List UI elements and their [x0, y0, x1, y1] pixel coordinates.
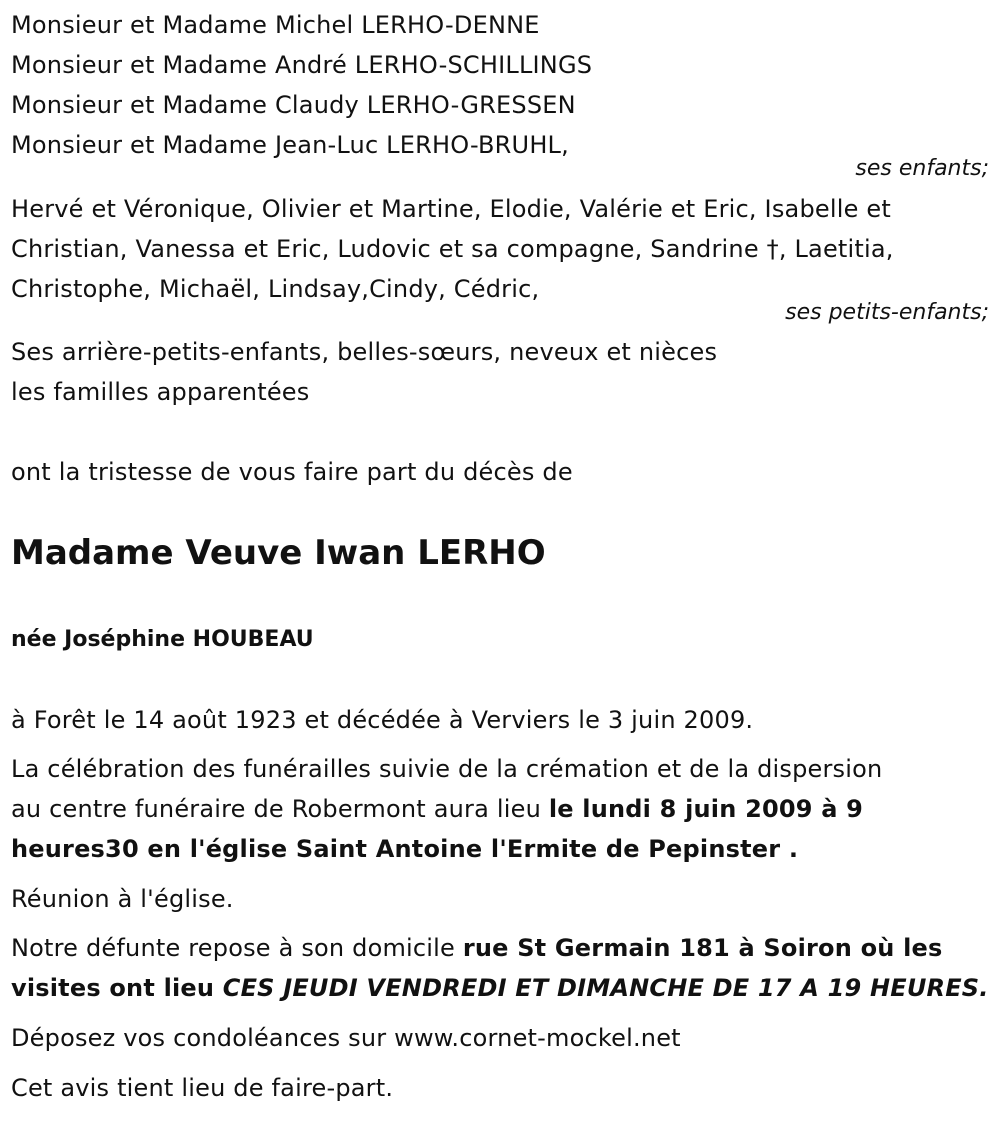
ceremony-date: le lundi 8 juin 2009 à 9	[548, 795, 864, 823]
maiden-name: née Joséphine HOUBEAU	[11, 627, 314, 652]
repose-line-2	[11, 968, 989, 1008]
child-couple-2: Monsieur et Madame André LERHO-SCHILLINGS	[11, 51, 593, 79]
repose-intro: Notre défunte repose à son domicile	[11, 934, 463, 962]
deceased-name: Madame Veuve Iwan LERHO	[11, 533, 546, 573]
grandchildren-line-1: Hervé et Véronique, Olivier et Martine, Elodie, Valérie et Eric, Isabelle et	[11, 195, 891, 223]
child-couple-1: Monsieur et Madame Michel LERHO-DENNE	[11, 11, 540, 39]
notice: Cet avis tient lieu de faire-part.	[11, 1074, 394, 1102]
grandchildren-line-2: Christian, Vanessa et Eric, Ludovic et sa compagne, Sandrine †, Laetitia,	[11, 235, 894, 263]
visits-schedule: CES JEUDI VENDREDI ET DIMANCHE DE 17 A 19 HEURES.	[222, 974, 989, 1002]
visits-label: visites ont lieu	[11, 974, 223, 1002]
grandchildren-line-3: Christophe, Michaël, Lindsay,Cindy, Cédric,	[11, 275, 540, 303]
children-label: ses enfants;	[855, 156, 989, 181]
ceremony-place: au centre funéraire de Robermont aura lieu	[11, 795, 549, 823]
other-family-line-1: Ses arrière-petits-enfants, belles-sœurs, neveux et nièces	[11, 338, 718, 366]
other-family-line-2: les familles apparentées	[11, 378, 310, 406]
ceremony-line-2	[11, 789, 863, 829]
ceremony-line-1: La célébration des funérailles suivie de la crémation et de la dispersion	[11, 755, 883, 783]
condolences: Déposez vos condoléances sur www.cornet-mockel.net	[11, 1024, 681, 1052]
repose-line-1	[11, 928, 942, 968]
grandchildren-label: ses petits-enfants;	[785, 300, 989, 325]
meeting: Réunion à l'église.	[11, 885, 234, 913]
birth-death: à Forêt le 14 août 1923 et décédée à Verviers le 3 juin 2009.	[11, 706, 754, 734]
announcement: ont la tristesse de vous faire part du décès de	[11, 458, 573, 486]
ceremony-line-3: heures30 en l'église Saint Antoine l'Ermite de Pepinster .	[11, 835, 799, 863]
child-couple-4: Monsieur et Madame Jean-Luc LERHO-BRUHL,	[11, 131, 569, 159]
repose-address: rue St Germain 181 à Soiron où les	[462, 934, 943, 962]
child-couple-3: Monsieur et Madame Claudy LERHO-GRESSEN	[11, 91, 576, 119]
